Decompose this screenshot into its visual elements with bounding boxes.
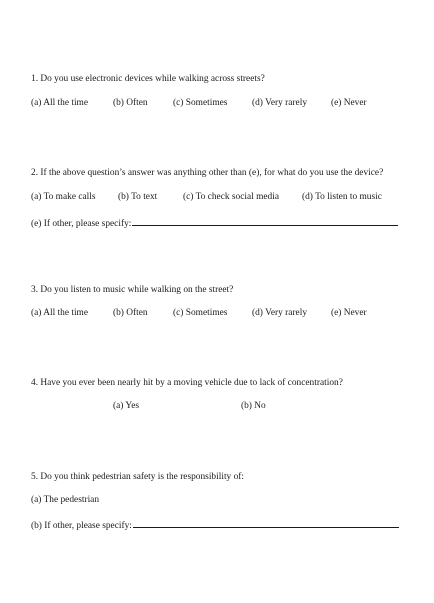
q2-other-input[interactable] <box>132 217 398 226</box>
q4-option-b[interactable]: (b) No <box>241 401 266 411</box>
question-5: 5. Do you think pedestrian safety is the responsibility of: <box>31 472 244 482</box>
q3-option-b[interactable]: (b) Often <box>113 308 148 318</box>
q2-option-b[interactable]: (b) To text <box>118 192 158 202</box>
q3-option-e[interactable]: (e) Never <box>331 308 367 318</box>
q3-option-a[interactable]: (a) All the time <box>31 308 89 318</box>
q1-option-a[interactable]: (a) All the time <box>31 98 89 108</box>
q5-other-row <box>31 519 399 531</box>
question-1: 1. Do you use electronic devices while walking across streets? <box>31 74 265 84</box>
question-2: 2. If the above question’s answer was anything other than (e), for what do you use the device? <box>31 168 384 178</box>
q5-other-input[interactable] <box>133 519 399 528</box>
q2-other-label: (e) If other, please specify: <box>31 219 132 229</box>
q5-option-a[interactable]: (a) The pedestrian <box>31 495 100 505</box>
q1-option-d[interactable]: (d) Very rarely <box>252 98 308 108</box>
q3-option-c[interactable]: (c) Sometimes <box>173 308 228 318</box>
q4-option-a[interactable]: (a) Yes <box>113 401 140 411</box>
question-3: 3. Do you listen to music while walking on the street? <box>31 285 234 295</box>
q2-option-a[interactable]: (a) To make calls <box>31 192 96 202</box>
question-4: 4. Have you ever been nearly hit by a moving vehicle due to lack of concentration? <box>31 378 343 388</box>
q1-option-b[interactable]: (b) Often <box>113 98 148 108</box>
q5-other-label: (b) If other, please specify: <box>31 521 132 531</box>
q1-option-e[interactable]: (e) Never <box>331 98 367 108</box>
q2-option-d[interactable]: (d) To listen to music <box>302 192 382 202</box>
q1-option-c[interactable]: (c) Sometimes <box>173 98 228 108</box>
q2-other-row <box>31 217 398 229</box>
q2-option-c[interactable]: (c) To check social media <box>183 192 280 202</box>
q3-option-d[interactable]: (d) Very rarely <box>252 308 308 318</box>
